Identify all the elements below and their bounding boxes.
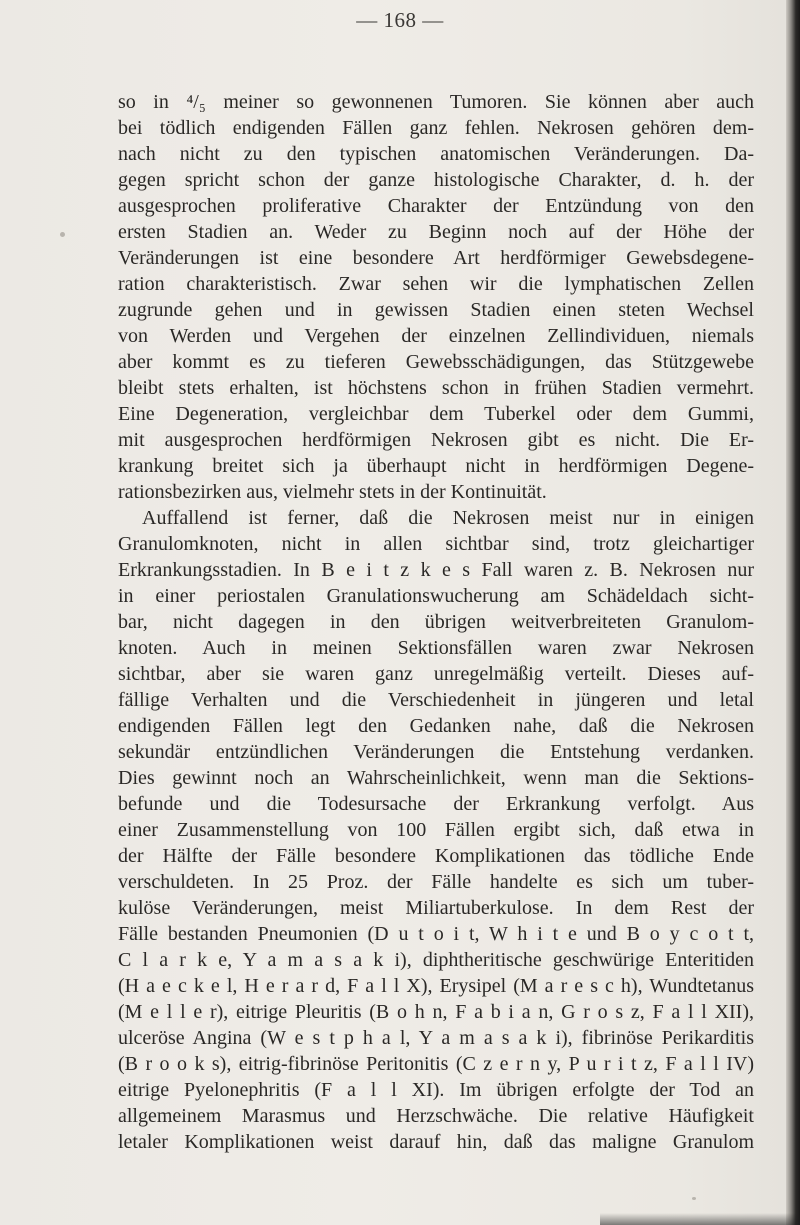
text-line: Auffallend ist ferner, daß die Nekrosen meist nur in einigen (142, 507, 754, 529)
text-line: allgemeinem Marasmus und Herzschwäche. Die relative Häufigkeit (118, 1105, 754, 1127)
text-line: (B r o o k s), eitrig-fibrinöse Peritonitis (C z e r n y, P u r i t z, F a l l IV) (118, 1053, 754, 1075)
text-line: einer Zusammenstellung von 100 Fällen ergibt sich, daß etwa in (118, 819, 754, 841)
text-line: mit ausgesprochen herdförmigen Nekrosen gibt es nicht. Die Er- (118, 429, 754, 451)
page-number: — 168 — (356, 8, 444, 32)
text-line: Erkrankungsstadien. In B e i t z k e s Fall waren z. B. Nekrosen nur (118, 559, 754, 581)
text-line: Eine Degeneration, vergleichbar dem Tuberkel oder dem Gummi, (118, 403, 754, 425)
text-line: fällige Verhalten und die Verschiedenheit in jüngeren und letal (118, 689, 754, 711)
text-line: sekundär entzündlichen Veränderungen die Entstehung verdanken. (118, 741, 754, 763)
text-line: ersten Stadien an. Weder zu Beginn noch auf der Höhe der (118, 221, 754, 243)
text-line: (H a e c k e l, H e r a r d, F a l l X), Erysipel (M a r e s c h), Wundtetanus (118, 975, 754, 997)
text-line: C l a r k e, Y a m a s a k i), diphtheritische geschwürige Enteritiden (118, 949, 754, 971)
text-line: bleibt stets erhalten, ist höchstens schon in frühen Stadien vermehrt. (118, 377, 754, 399)
text-line: (M e l l e r), eitrige Pleuritis (B o h n, F a b i a n, G r o s z, F a l l XII), (118, 1001, 754, 1023)
text-line: in einer periostalen Granulationswucherung am Schädeldach sicht- (118, 585, 754, 607)
text-line: Fälle bestanden Pneumonien (D u t o i t, W h i t e und B o y c o t t, (118, 923, 754, 945)
text-line: endigenden Fällen legt den Gedanken nahe, daß die Nekrosen (118, 715, 754, 737)
text-line: Veränderungen ist eine besondere Art herdförmiger Gewebsdegene- (118, 247, 754, 269)
text-line: sichtbar, aber sie waren ganz unregelmäßig verteilt. Dieses auf- (118, 663, 754, 685)
text-line: bei tödlich endigenden Fällen ganz fehlen. Nekrosen gehören dem- (118, 117, 754, 139)
page-edge-shadow (786, 0, 800, 1225)
text-line: eitrige Pyelonephritis (F a l l XI). Im übrigen erfolgte der Tod an (118, 1079, 754, 1101)
text-line: so in ⁴/₅ meiner so gewonnenen Tumoren. Sie können aber auch (118, 91, 754, 113)
paper-spot (60, 232, 65, 237)
text-line: von Werden und Vergehen der einzelnen Zellindividuen, niemals (118, 325, 754, 347)
text-line: Dies gewinnt noch an Wahrscheinlichkeit, wenn man die Sektions- (118, 767, 754, 789)
text-line: krankung breitet sich ja überhaupt nicht in herdförmigen Degene- (118, 455, 754, 477)
text-line: rationsbezirken aus, vielmehr stets in der Kontinuität. (118, 481, 547, 503)
page-corner-shadow (600, 1213, 800, 1225)
text-line: befunde und die Todesursache der Erkrankung verfolgt. Aus (118, 793, 754, 815)
text-line: ulceröse Angina (W e s t p h a l, Y a m a s a k i), fibrinöse Perikarditis (118, 1027, 754, 1049)
text-line: Granulomknoten, nicht in allen sichtbar sind, trotz gleichartiger (118, 533, 754, 555)
text-line: gegen spricht schon der ganze histologische Charakter, d. h. der (118, 169, 754, 191)
text-line: zugrunde gehen und in gewissen Stadien einen steten Wechsel (118, 299, 754, 321)
body-text (118, 89, 754, 1155)
text-line: knoten. Auch in meinen Sektionsfällen waren zwar Nekrosen (118, 637, 754, 659)
text-line: aber kommt es zu tieferen Gewebsschädigungen, das Stützgewebe (118, 351, 754, 373)
text-line: ration charakteristisch. Zwar sehen wir die lymphatischen Zellen (118, 273, 754, 295)
text-line: nach nicht zu den typischen anatomischen Veränderungen. Da- (118, 143, 754, 165)
text-line: verschuldeten. In 25 Proz. der Fälle handelte es sich um tuber- (118, 871, 754, 893)
paper-spot (692, 1197, 696, 1200)
text-line: der Hälfte der Fälle besondere Komplikationen das tödliche Ende (118, 845, 754, 867)
text-line: kulöse Veränderungen, meist Miliartuberkulose. In dem Rest der (118, 897, 754, 919)
text-line: ausgesprochen proliferative Charakter der Entzündung von den (118, 195, 754, 217)
text-line: letaler Komplikationen weist darauf hin, daß das maligne Granulom (118, 1131, 754, 1153)
text-line: bar, nicht dagegen in den übrigen weitverbreiteten Granulom- (118, 611, 754, 633)
